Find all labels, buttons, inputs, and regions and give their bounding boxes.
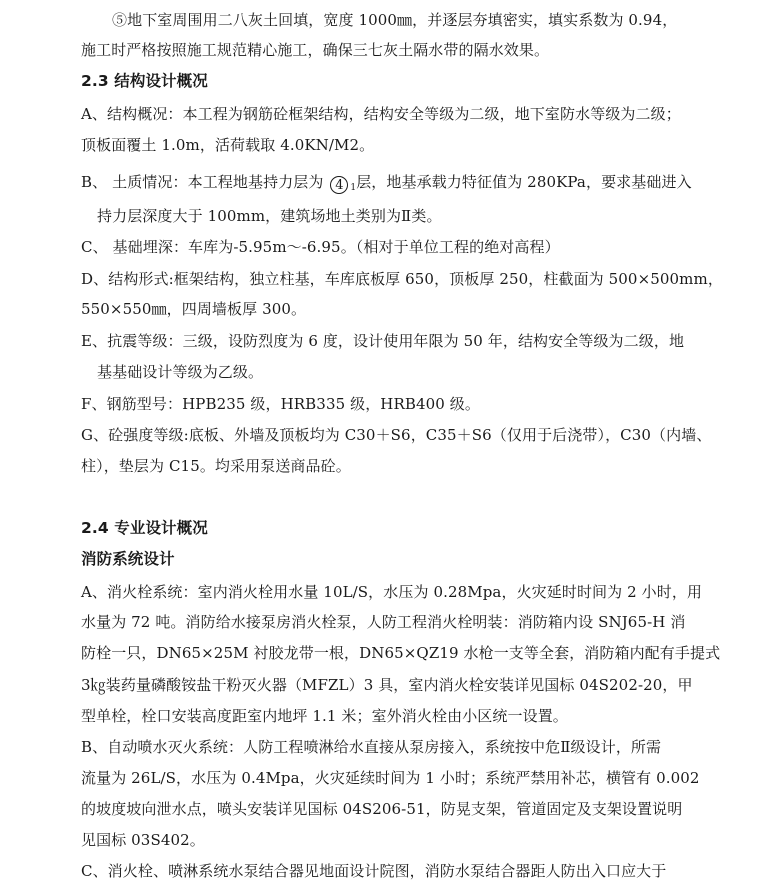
s24-b-line-2: 流量为 26L/S，水压为 0.4Mpa，火灾延续时间为 1 小时；系统严禁用补芯，横管有 0.002 [81,769,700,787]
s24-a-line-4: 3㎏装药量磷酸铵盐干粉灭火器（MFZL）3 具，室内消火栓安装详见国标 04S202-20，甲 [81,676,693,694]
s23-f-line-1: F、钢筋型号：HPB235 级，HRB335 级，HRB400 级。 [81,395,480,413]
s23-a-line-1: A、结构概况：本工程为钢筋砼框架结构，结构安全等级为二级，地下室防水等级为二级； [81,105,681,123]
intro-line-2: 施工时严格按照施工规范精心施工，确保三七灰土隔水带的隔水效果。 [81,41,550,59]
s24-a-line-2: 水量为 72 吨。消防给水接泵房消火栓泵，人防工程消火栓明装：消防箱内设 SNJ65-H 消 [81,613,686,631]
s23-d-line-2: 550×550㎜，四周墙板厚 300。 [81,300,307,318]
stratum-subscript: 1 [350,183,357,193]
s23-g-line-2: 柱），垫层为 C15。均采用泵送商品砼。 [81,457,351,475]
s24-c-line-1: C、消火栓、喷淋系统水泵结合器见地面设计院图，消防水泵结合器距人防出入口应大于 [81,862,667,880]
section-2-4-heading: 2.4 专业设计概况 [81,519,208,537]
s23-b-line-1 [81,172,692,198]
stratum-number-badge: 4 [330,176,348,194]
s24-b-line-1: B、自动喷水灭火系统：人防工程喷淋给水直接从泵房接入，系统按中危Ⅱ级设计，所需 [81,738,662,756]
fire-system-subheading: 消防系统设计 [81,550,175,568]
s23-e-line-2: 基基础设计等级为乙级。 [97,363,264,381]
s23-b-suffix: 层，地基承载力特征值为 280KPa，要求基础进入 [356,173,692,191]
s23-g-line-1: G、砼强度等级:底板、外墙及顶板均为 C30＋S6，C35＋S6（仅用于后浇带），C30（内墙、 [81,426,712,444]
s24-b-line-4: 见国标 03S402。 [81,831,205,849]
s23-c-line-1: C、 基础埋深：车库为-5.95m～-6.95。（相对于单位工程的绝对高程） [81,238,560,256]
intro-line-1: ⑤地下室周围用二八灰土回填，宽度 1000㎜，并逐层夯填密实，填实系数为 0.94， [112,11,678,29]
s23-a-line-2: 顶板面覆土 1.0m，活荷载取 4.0KN/M2。 [81,136,375,154]
s24-a-line-1: A、消火栓系统：室内消火栓用水量 10L/S，水压为 0.28Mpa，火灾延时时间为 2 小时，用 [81,583,703,601]
s23-b-prefix: B、 土质情况：本工程地基持力层为 [81,173,329,191]
s23-e-line-1: E、抗震等级：三级，设防烈度为 6 度，设计使用年限为 50 年，结构安全等级为二级，地 [81,332,685,350]
s24-b-line-3: 的坡度坡向泄水点，喷头安装详见国标 04S206-51，防晃支架，管道固定及支架设置说明 [81,800,683,818]
s24-a-line-3: 防栓一只，DN65×25M 衬胶龙带一根，DN65×QZ19 水枪一支等全套，消防箱内配有手提式 [81,644,721,662]
s24-a-line-5: 型单栓，栓口安装高度距室内地坪 1.1 米；室外消火栓由小区统一设置。 [81,707,568,725]
section-2-3-heading: 2.3 结构设计概况 [81,72,208,90]
s23-b-line-2: 持力层深度大于 100mm，建筑场地土类别为Ⅱ类。 [97,207,442,225]
s23-d-line-1: D、结构形式:框架结构，独立柱基，车库底板厚 650，顶板厚 250，柱截面为 500×500mm， [81,270,723,288]
